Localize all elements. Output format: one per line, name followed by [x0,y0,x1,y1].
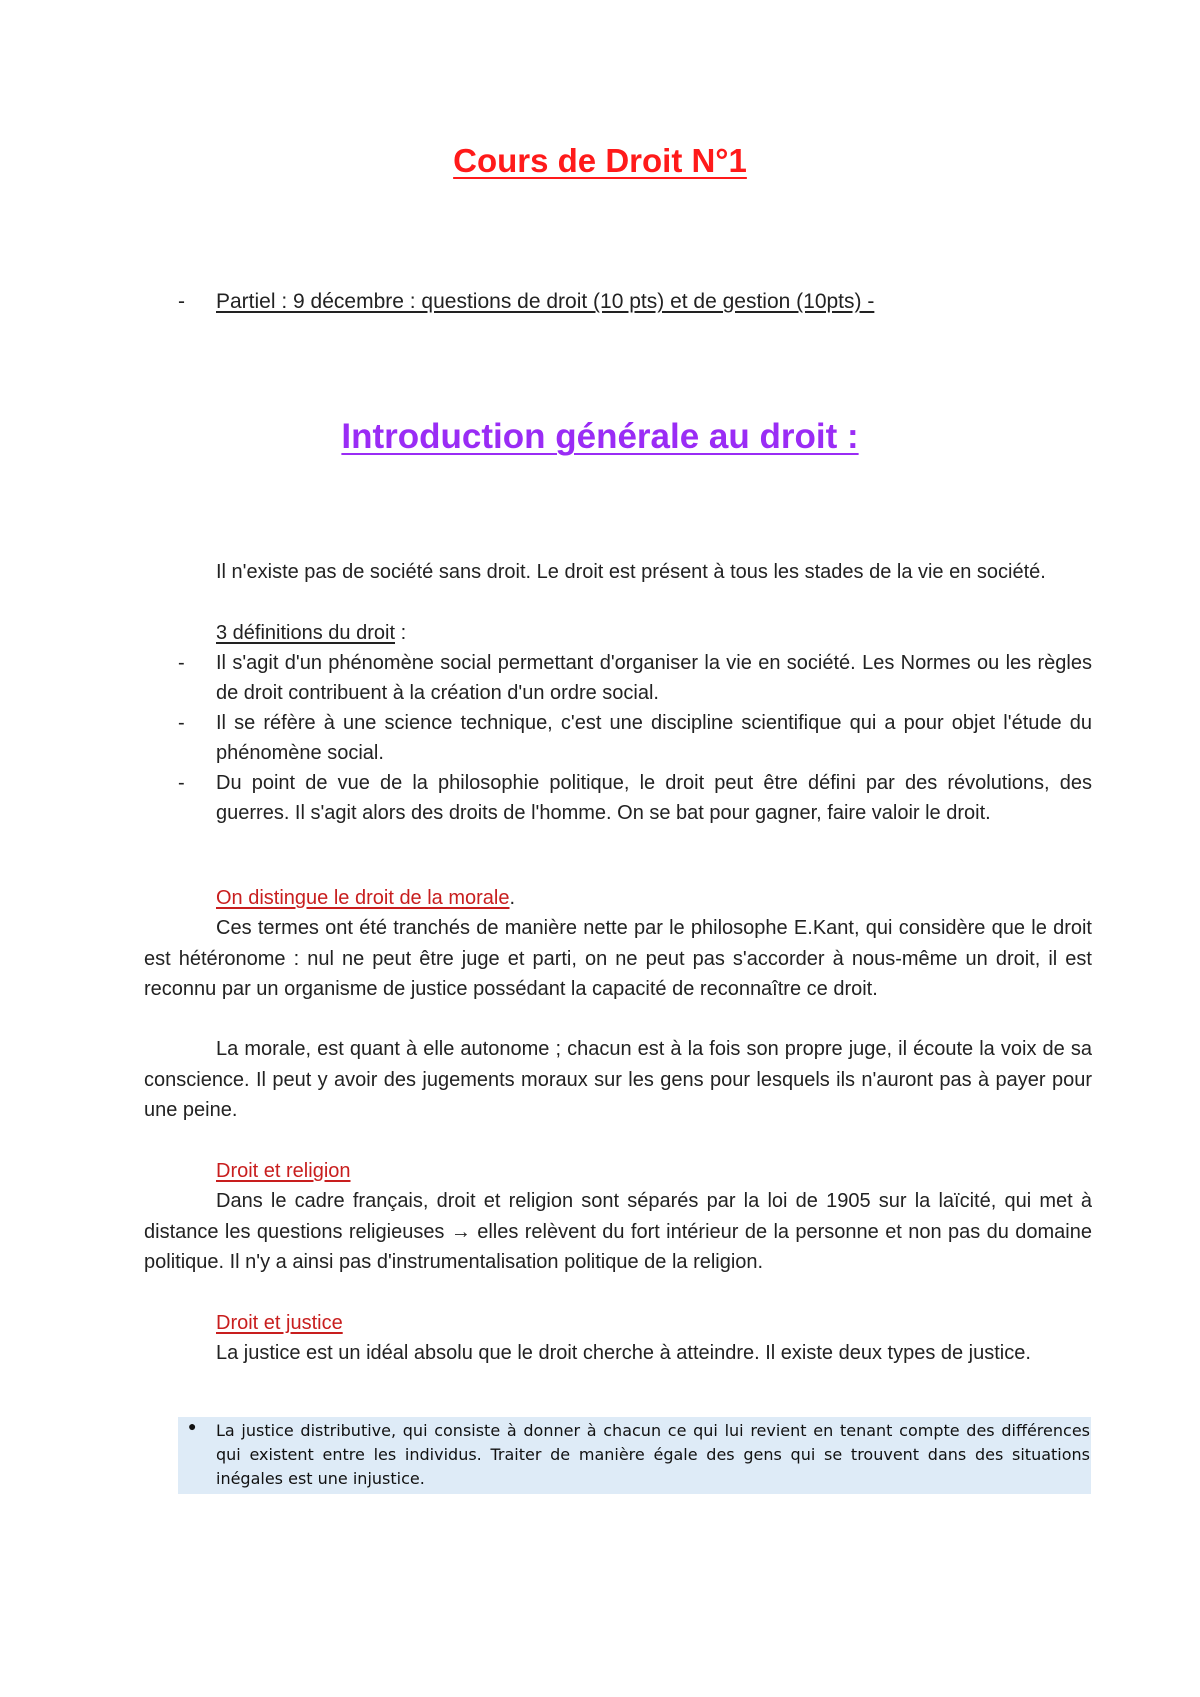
morale-text-1: Ces termes ont été tranchés de manière nette par le philosophe E.Kant, qui considère que le droit est hétéronome : nul ne peut être juge et parti, on ne peut pas s'accorder à nous-même un droit, il est reconnu par un organisme de justice possédant la capacité de reconnaître ce droit. [144,917,1092,1000]
morale-heading-suffix: . [509,887,516,909]
intro-paragraph [144,557,1092,588]
morale-heading: On distingue le droit de la morale [216,887,510,909]
religion-text: Dans le cadre français, droit et religion sont séparés par la loi de 1905 sur la laïcité, qui met à distance les questions religieuses → elles relèvent du fort intérieur de la personne et non pas du domaine politique. Il n'y a ainsi pas d'instrumentalisation politique de la religion. [144,1190,1092,1273]
morale-text-2: La morale, est quant à elle autonome ; chacun est à la fois son propre juge, il écoute la voix de sa conscience. Il peut y avoir des jugements moraux sur les gens pour lesquels ils n'auront pas à payer pour une peine. [144,1038,1092,1121]
definitions-heading-suffix: : [395,622,407,644]
justice-text: La justice est un idéal absolu que le droit cherche à atteindre. Il existe deux types de justice. [216,1342,1031,1364]
religion-heading: Droit et religion [216,1160,351,1182]
morale-heading-line [216,883,515,913]
intro-text: Il n'existe pas de société sans droit. Le droit est présent à tous les stades de la vie en société. [216,561,1046,583]
definition-text: Il se réfère à une science technique, c'est une discipline scientifique qui a pour objet l'étude du phénomène social. [216,712,1092,764]
morale-paragraph-2 [144,1034,1092,1126]
morale-paragraph-1 [144,913,1092,1005]
bullet-dot-icon: ● [188,1418,197,1434]
definitions-heading: 3 définitions du droit [216,622,396,644]
definitions-heading-line [216,618,406,648]
section-title: Introduction générale au droit : [341,417,859,456]
exam-dash: - [178,290,185,313]
definition-text: Il s'agit d'un phénomène social permettant d'organiser la vie en société. Les Normes ou les règles de droit contribuent à la création d'un ordre social. [216,652,1092,704]
highlighted-bullet-text: La justice distributive, qui consiste à donner à chacun ce qui lui revient en tenant compte des différences qui existent entre les individus. Traiter de manière égale des gens qui se trouvent dans des situations inégales est une injustice. [216,1421,1090,1488]
page-title: Cours de Droit N°1 [453,142,747,179]
religion-heading-line [216,1156,351,1186]
justice-heading-line [216,1308,343,1338]
exam-info-text: Partiel : 9 décembre : questions de droit (10 pts) et de gestion (10pts) - [216,290,875,313]
definition-item [178,768,1092,828]
list-dash: - [178,712,185,734]
definition-item [178,708,1092,768]
list-dash: - [178,772,185,794]
religion-paragraph [144,1186,1092,1278]
justice-heading: Droit et justice [216,1312,343,1334]
justice-paragraph [144,1338,1092,1369]
list-dash: - [178,652,185,674]
definition-item [178,648,1092,708]
definition-text: Du point de vue de la philosophie politique, le droit peut être défini par des révolutions, des guerres. Il s'agit alors des droits de l'homme. On se bat pour gagner, faire valoir le droit. [216,772,1092,824]
